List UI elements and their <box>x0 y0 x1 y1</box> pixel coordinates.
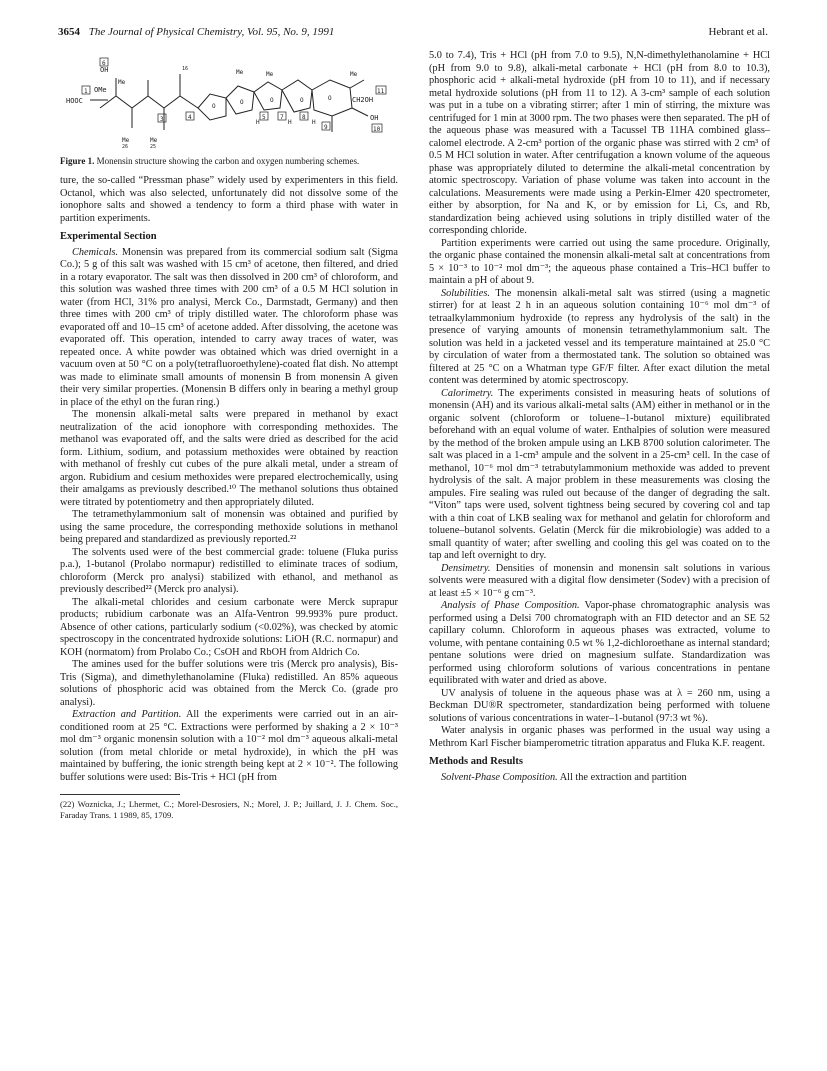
carbon-label-5: 5 <box>262 114 266 121</box>
carbon-label-1: 1 <box>84 88 88 95</box>
paragraph: The tetramethylammonium salt of monensin was obtained and purified by using the same procedure, the corresponding methoxide solutions in methanol being prepared and standardized as previously reported.²² <box>60 509 398 545</box>
author-header: Hebrant et al. <box>708 26 768 38</box>
methyl-label-5: Me <box>266 71 274 78</box>
monensin-structure-figure <box>60 50 398 150</box>
running-header <box>58 26 768 42</box>
run-in-heading: Solvent-Phase Composition. <box>441 771 558 783</box>
ring-oxygen-2: O <box>240 99 244 106</box>
footnote: (22) Woznicka, J.; Lhermet, C.; Morel-Desrosiers, N.; Morel, J. P.; Juillard, J. J. Chem. Soc., Faraday Trans. 1 1989, 85, 1709. <box>60 799 398 820</box>
ring-oxygen-3: O <box>270 97 274 104</box>
paragraph: The solvents used were of the best commercial grade: toluene (Fluka puriss p.a.), 1-butanol (Prolabo normapur) redistilled to eliminate traces of sodium, chloroform (Merck pro analysi) stabilized with ethanol, and methanol as previously described²² (Merck pro analysi). <box>60 546 398 595</box>
paragraph: The amines used for the buffer solutions were tris (Merck pro analysis), Bis-Tris (Sigma), and dimethylethanolamine (Fluka) redistilled. An 85% aqueous solutions of phosphoric acid was obtained from the Merck Co. (grade pro analysi). <box>60 659 398 708</box>
oxygen-label-4: 4 <box>188 114 192 121</box>
carbon-label-26: 26 <box>122 144 129 150</box>
ring-oxygen-4: O <box>300 97 304 104</box>
page-number: 3654 <box>58 26 80 38</box>
hydrogen-label-2: H <box>288 119 292 126</box>
ome-label: OMe <box>94 86 107 94</box>
paragraph: Partition experiments were carried out using the same procedure. Originally, the organic phase contained the monensin alkali-metal salt at concentrations from 5 × 10⁻³ to 10⁻² mol dm⁻³; the aqueous phase contained a Tris–HCl buffer to maintain a pH of about 9. <box>429 237 770 286</box>
paragraph <box>60 709 398 784</box>
figure-caption-text: Monensin structure showing the carbon and oxygen numbering schemes. <box>96 156 360 166</box>
run-in-heading: Densimetry. <box>441 562 491 574</box>
hooc-label: HOOC <box>66 97 83 105</box>
figure-caption-label: Figure 1. <box>60 156 95 166</box>
monensin-structure-drawing <box>60 50 398 150</box>
carbon-label-7: 7 <box>280 114 284 121</box>
carbon-label-8: 8 <box>302 114 306 121</box>
paragraph <box>429 772 770 785</box>
carbon-label-3: 3 <box>160 116 164 123</box>
hydrogen-label-1: H <box>256 119 260 126</box>
paragraph <box>60 247 398 410</box>
hydrogen-label-3: H <box>312 119 316 126</box>
methyl-label-2: Me <box>122 137 130 144</box>
methyl-label-4: Me <box>236 69 244 76</box>
carbon-label-16: 16 <box>182 66 189 72</box>
figure-caption <box>60 156 398 167</box>
paragraph-text: Monensin was prepared from its commercial sodium salt (Sigma Co.); 5 g of this salt was washed with 15 cm³ of acetone, then filtered, and dried in a rotary evaporator. The salt was then dissolved in 200 cm³ of chloroform, and this solution was washed three times with 200 cm³ of a 0.5 M HCl solution in water (from HCl, 31% pro analysi, Merck Co., Darmstadt, Germany) and then three times with 200 cm³ of triply distilled water. The chloroform phase was evaporated off and 10–15 cm³ of acetone added. After dissolving, the acetone was evaporated off. This operation, intended to carry away traces of water, was repeated once. A white powder was obtained which was dried overnight in a vacuum oven at 50 °C on a poly(tetrafluoroethylene)-coated flat dish. No attempt was made to eliminate small amounts of monensin B from monensin A given their very similar properties. (Monensin B differs only in bearing a methyl group in place of the ethyl on the furan ring.) <box>60 246 398 408</box>
carbon-label-9: 9 <box>324 124 328 131</box>
run-in-heading: Chemicals. <box>72 246 119 258</box>
paragraph: The alkali-metal chlorides and cesium carbonate were Merck suprapur products; rubidium carbonate was an Alfa-Ventron 99.993% pure product. Absence of other cations, particularly sodium (<0.02%), was checked by atomic spectroscopy in the concentrated hydroxide solutions: LiOH (R.C. normapur) and KOH (normatom) from Prolabo Co.; CsOH and RbOH from Aldrich Co. <box>60 596 398 658</box>
oxygen-label-11: 11 <box>377 88 385 95</box>
paragraph <box>429 288 770 388</box>
methyl-label-1: Me <box>118 79 126 86</box>
ch2oh-label: CH2OH <box>352 96 374 104</box>
paragraph: ture, the so-called “Pressman phase” widely used by experimenters in this field. Octanol, which was also selected, unfortunately did not dissolve some of the ionophore salts and showed a tendency to form a third phase with water in partition experiments. <box>60 175 398 224</box>
footnote-divider <box>60 794 180 795</box>
paragraph-text: Vapor-phase chromatographic analysis was performed using a Delsi 700 chromatograph with an FID detector and an SE 52 capillary column. Chloroform in aqueous phases was extracted, volume to volume, with pentane containing 0.5 wt % 1,2-dichloroethane as internal standard; pentane solutions were dried on magnesium sulfate. Standardization was performed using chloroform solutions of various concentrations in pentane equilibrated with water and dried as above. <box>429 600 770 686</box>
run-in-heading: Extraction and Partition. <box>72 709 182 720</box>
paragraph: 5.0 to 7.4), Tris + HCl (pH from 7.0 to 9.5), N,N-dimethylethanolamine + HCl (pH from 9.0 to 9.8), alkali-metal carbonate + HCl (pH from 8.0 to 10.3), phosphoric acid + alkali-metal hydroxide (pH from 10 to 11), and if necessary metal hydroxide solutions (pH from 11 to 12). A 3-cm³ sample of each solution was put in a tube on a vibrating stirrer; after 1 min of stirring, the mixture was centrifuged for 1 min at 3000 rpm. The two phases were then separated. The pH of the aqueous phase was measured with a Tacussel TB 11HA combined glass–calomel electrode. A 2-cm³ portion of the organic phase was stirred with 2 cm³ of 0.5 M HCl solution in water. After centrifugation a known volume of the aqueous phase was appropriately diluted to determine the alkali-metal concentration by atomic spectroscopy. Variation of phase volume was taken into account in the calculations. Measurements were made using a Perkin-Elmer 420 spectrometer, either by absorption, for Na and K, or by emission for Li, Cs, and Rb, standardization being achieved using solutions in triply distilled water of the corresponding chloride. <box>429 50 770 236</box>
run-in-heading: Calorimetry. <box>441 387 494 399</box>
carbon-label-25: 25 <box>150 144 157 150</box>
paragraph: Water analysis in organic phases was performed in the usual way using a Methrom Karl Fischer biamperometric titration apparatus and Fluka K.F. reagent. <box>429 725 770 749</box>
paragraph-text: Densities of monensin and monensin salt solutions in various solvents were measured with a digital flow densimeter (Sodev) with a precision of at least ±5 × 10⁻⁶ g cm⁻³. <box>429 562 770 599</box>
methyl-label-6: Me <box>350 71 358 78</box>
oxygen-label-10: 10 <box>373 126 381 133</box>
paragraph <box>429 388 770 563</box>
oxygen-label-6: 6 <box>102 60 106 67</box>
paragraph: The monensin alkali-metal salts were prepared in methanol by exact neutralization of the acid ionophore with corresponding methoxides. The methanol was evaporated off, and the salts were dried as described for the acid form. Lithium, sodium, and potassium methoxides were obtained by reaction with methanol of freshly cut cubes of the pure alkali metal, under a stream of argon. Rubidium and cesium methoxides were prepared electrochemically, using their amalgams as previously described.¹⁰ The methanol solutions thus obtained were titrated by potentiometry and then appropriately diluted. <box>60 409 398 508</box>
paragraph-text: The monensin alkali-metal salt was stirred (using a magnetic stirrer) for at least 2 h in an aqueous solution containing 10⁻⁶ mol dm⁻³ of tetraalkylammonium hydroxide (to repress any hydrolysis of the salt) in the presence of varying amounts of monensin tetramethylammonium salt. The solution was held in a jacketed vessel and its temperature maintained at 25.0 °C by circulation of water from a thermostated tank. The solution so obtained was filtered at 25 °C on a Whatman type GF/F filter. After exact dilution the metal content was determined by atomic spectroscopy. <box>429 287 770 386</box>
right-column <box>429 50 770 784</box>
oh-top-label: OH <box>100 66 109 74</box>
ring-oxygen-5: O <box>328 95 332 102</box>
methyl-label-3: Me <box>150 137 158 144</box>
section-heading: Experimental Section <box>60 231 157 242</box>
paragraph <box>429 600 770 688</box>
paragraph-text: All the experiments were carried out in an air-conditioned room at 25 °C. Extractions were performed by shaking a 2 × 10⁻³ mol dm⁻³ organic monensin solution with a 10⁻² mol dm⁻³ aqueous alkali-metal solution (from metal chloride or metal hydroxide), in which the pH was maintained by buffering, the ionic strength being kept at 2 × 10⁻². The following buffer solutions were used: Bis-Tris + HCl (pH from <box>60 709 398 783</box>
left-column <box>60 50 398 820</box>
paragraph: UV analysis of toluene in the aqueous phase was at λ = 260 nm, using a Beckman DU®R spectrometer, standardization being performed with toluene solutions of various concentrations in water–1-butanol (97:3 wt %). <box>429 687 770 724</box>
run-in-heading: Analysis of Phase Composition. <box>441 600 580 611</box>
oh-right-label: OH <box>370 114 379 122</box>
paragraph-text: All the extraction and partition <box>557 771 687 783</box>
paragraph-text: The experiments consisted in measuring heats of solutions of monensin (AH) and its various alkali-metal salts (AM) either in methanol or in the organic solvent (chloroform or toluene–1-butanol mixture) equilibrated beforehand with an equal volume of water. Enthalpies of solution were measured by the method of the broken ampule using an LKB 8700 solution calorimeter. The salt was placed in a 1-cm³ ampule and the solvent in a 25-cm³ cell. In the case of methanol, 10⁻⁶ mol dm⁻³ tetrabutylammonium methoxide was added to prevent hydrolysis of the salt. A major problem in these measurements was closing the ampules. Fire sealing was ruled out because of the danger of degrading the salt. “Viton” taps were used, solvent tightness being secured by covering col and tap with a thin coat of LKB sealing wax for methanol and gelatin for chloroform and toluene–butanol solvents. Gelatin (Merck für die mikrobiologie) was added to a small quantity of water; after swelling and cooling this gel was coated on to the tap and left overnight to dry. <box>429 387 770 561</box>
ring-oxygen-1: O <box>212 103 216 110</box>
paragraph <box>429 563 770 601</box>
journal-citation: The Journal of Physical Chemistry, Vol. 95, No. 9, 1991 <box>88 26 335 38</box>
section-heading: Methods and Results <box>429 756 523 767</box>
run-in-heading: Solubilities. <box>441 287 490 299</box>
